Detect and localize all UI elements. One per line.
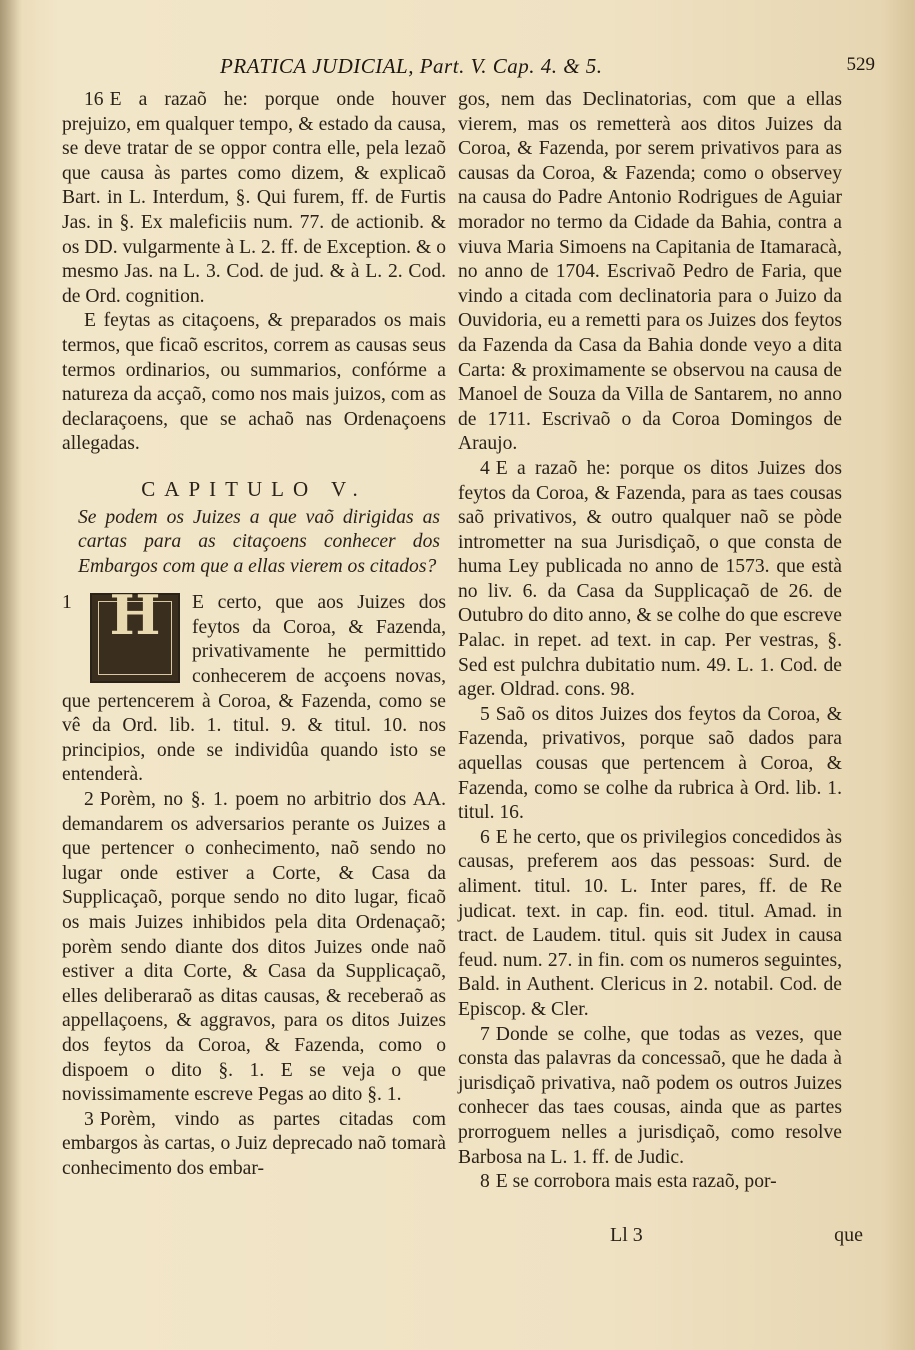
page-header	[70, 54, 875, 86]
paragraph-continued	[458, 88, 842, 457]
paragraph-7	[458, 1023, 842, 1171]
running-head: PRATICA JUDICIAL, Part. V. Cap. 4. & 5.	[220, 54, 603, 78]
paragraph-text: E a razaõ he: porque onde houver prejuizo, em qualquer tempo, & estado da causa, se deve tratar de se oppor contra elle, pela lezaõ que causa às partes como dizem, & explicaõ Bart. in L. Interdum, §. Qui furem, ff. de Furtis Jas. in §. Ex maleficiis num. 77. de actionib. & os DD. vulgarmente à L. 2. ff. de Exception. & o mesmo Jas. na L. 3. Cod. de jud. & à L. 2. Cod. de Ord. cognition.	[62, 89, 446, 307]
paragraph-text: E se corrobora mais esta razaõ, por-	[495, 1171, 777, 1193]
paragraph-text: E a razaõ he: porque os ditos Juizes dos feytos da Coroa, & Fazenda, para as taes cousas saõ privativos, & outro qualquer naõ se pòde intrometter na sua Jurisdiçaõ, o que consta de huma Ley publicada no anno de 1573. que està no liv. 6. da Casa da Supplicaçaõ de 26. de Outubro do dito anno, & se colhe do que escreve Palac. in repet. ad text. in cap. Per vestras, §. Sed est pulchra dubitatio num. 49. L. 1. Cod. de ager. Oldrad. cons. 98.	[458, 457, 842, 701]
paragraph-6	[458, 826, 842, 1023]
paragraph-2	[62, 788, 446, 1108]
paragraph-text: Porèm, no §. 1. poem no arbitrio dos AA. demandarem os adversarios perante os Juizes a que pertencer o conhecimento, naõ sendo no lugar onde estiver a Corte, & Casa da Supplicaçaõ, porque sendo no dito lugar, ficaõ os mais Juizes inhibidos pela dita Ordenaçaõ; porèm sendo diante dos ditos Juizes onde naõ estiver a dita Corte, & Casa da Supplicaçaõ, elles deliberaraõ as ditas causas, & receberaõ as appellaçoens, & aggravos, para os ditos Juizes dos feytos da Coroa, & Fazenda, como o dispoem o dito §. 1. E se veja o que novissimamente escreve Pegas ao dito §. 1.	[62, 789, 446, 1106]
paragraph-number: 4	[480, 457, 490, 479]
paragraph-number: 7	[480, 1023, 490, 1045]
paragraph-text: Donde se colhe, que todas as vezes, que consta das palavras da concessaõ, que he dada à jurisdiçaõ privativa, naõ podem os outros Juizes conhecer das taes cousas, ainda que as partes prorroguem nelles a jurisdiçaõ, como resolve Barbosa na L. 1. ff. de Judic.	[458, 1023, 842, 1168]
paragraph-text: E he certo, que os privilegios concedidos às causas, preferem aos das pessoas: Surd. de aliment. titul. 10. L. Inter pares, ff. de Re judicat. text. in cap. fin. eod. titul. Amad. in tract. de Laudem. titul. quis sit Judex in causa feud. num. 27. in fin. com os numeros seguintes, Bald. in Authent. Clericus in 2. notabil. Cod. de Episcop. & Cler.	[458, 826, 842, 1020]
paragraph-8	[458, 1170, 842, 1195]
left-column	[62, 88, 446, 1182]
paragraph-text: Porèm, vindo as partes citadas com embargos às cartas, o Juiz deprecado naõ tomarà conhecimento dos embar-	[62, 1108, 446, 1179]
paragraph-text: E certo, que aos Juizes dos feytos da Coroa, & Fazenda, privativamente he permittido conhecerem de acçoens novas, que pertencerem à Coroa, & Fazenda, como se vê da Ord. lib. 1. titul. 9. & titul. 10. nos principios, onde se individûa quando isto se entenderà.	[62, 592, 446, 786]
paragraph-number: 5	[480, 703, 490, 725]
initial-letter: H	[109, 583, 161, 648]
gutter-shadow	[0, 0, 22, 1350]
paragraph-citations	[62, 309, 446, 457]
paragraph-text: Saõ os ditos Juizes dos feytos da Coroa, & Fazenda, privativos, porque saõ dados para aquellas cousas que pertencem à Coroa, & Fazenda, como se colhe da rubrica à Ord. lib. 1. titul. 16.	[458, 703, 842, 824]
paragraph-number: 6	[480, 826, 490, 848]
catchword: que	[834, 1224, 863, 1246]
paragraph-text: E feytas as citaçoens, & preparados os mais termos, que ficaõ escritos, correm as causas seus termos ordinarios, ou summarios, confórme a natureza da acçaõ, como nos mais juizos, com as declaraçoens, que se achaõ nas Ordenaçoens allegadas.	[62, 310, 446, 455]
paragraph-number: 2	[84, 789, 94, 811]
paragraph-number: 16	[84, 89, 104, 110]
paragraph-text: gos, nem das Declinatorias, com que a ellas vierem, mas os remetterà aos ditos Juizes da Coroa, & Fazenda, por serem privativos para as causas da Coroa, & Fazenda; como o observey na causa do Padre Antonio Rodrigues de Aguiar morador no termo da Cidade da Bahia, contra a viuva Maria Simoens na Capitania de Itamaracà, no anno de 1704. Escrivaõ Pedro de Faria, que vindo a citada com declinatoria para o Juizo da Ouvidoria, eu a remetti para os Juizes dos feytos da Fazenda da Casa da Bahia donde veyo a dita Carta: & proximamente se observou na causa de Manoel de Souza da Villa de Santarem, no anno de 1711. Escrivaõ o da Coroa Domingos de Araujo.	[458, 89, 842, 455]
paragraph-number: 1	[62, 592, 72, 614]
paragraph-5	[458, 703, 842, 826]
chapter-title: CAPITULO V.	[141, 476, 367, 501]
paragraph-3	[62, 1108, 446, 1182]
paragraph-4	[458, 457, 842, 703]
right-column	[458, 88, 842, 1195]
paragraph-number: 8	[480, 1171, 490, 1193]
paragraph-number: 3	[84, 1108, 94, 1130]
paragraph-16	[62, 88, 446, 309]
decorated-initial	[90, 583, 180, 683]
paragraph-1	[62, 583, 446, 788]
chapter-subtitle: Se podem os Juizes a que vaõ dirigidas as cartas para as citaçoens conhecer dos Embargos com que a ellas vierem os citados?	[78, 506, 440, 577]
signature-mark: Ll 3	[610, 1224, 643, 1246]
page-number: 529	[846, 54, 875, 75]
